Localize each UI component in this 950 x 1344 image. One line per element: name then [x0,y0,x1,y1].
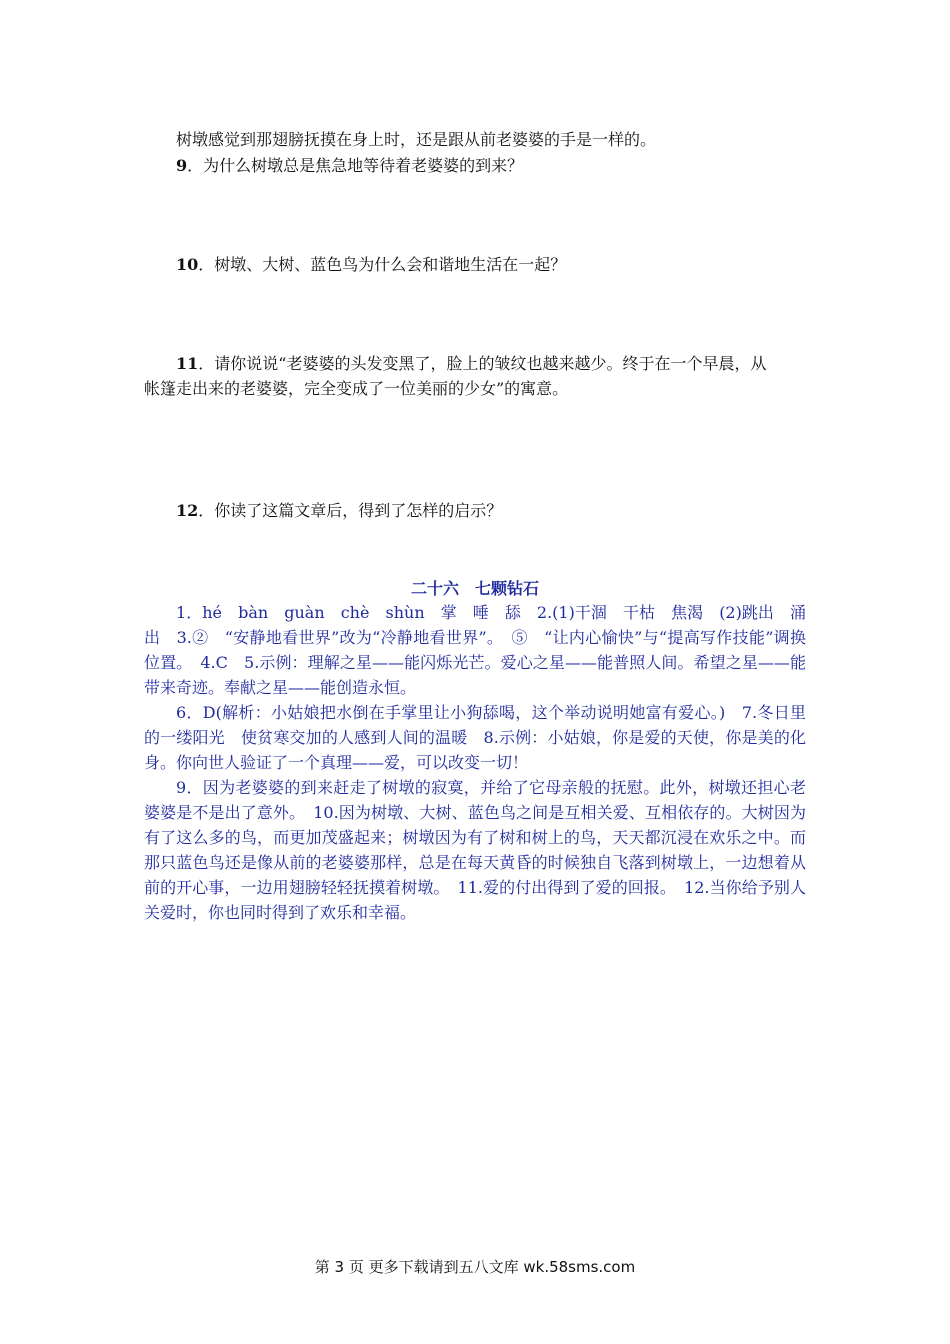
answer-paragraph-1 [144,600,806,700]
question-11 [176,352,766,376]
question-text: ．为什么树墩总是焦急地等待着老婆婆的到来？ [187,156,524,175]
question-number: 9 [176,156,188,175]
question-9 [176,154,523,178]
page-footer: 第 3 页 更多下载请到五八文库 wk.58sms.com [314,1258,636,1276]
question-12 [176,499,502,523]
question-text: ．你读了这篇文章后，得到了怎样的启示？ [198,501,503,520]
answer-section-title: 二十六 七颗钻石 [410,579,539,598]
answer-text: 6．D(解析：小姑娘把水倒在手掌里让小狗舔喝，这个举动说明她富有爱心。) 7.冬日里的一缕阳光 使贫寒交加的人感到人间的温暖 8.示例：小姑娘，你是爱的天使，你是美的化身。你向世人验证了一个真理——爱，可以改变一切！ [144,703,806,772]
answer-text: 1．hé bàn guàn chè shùn 掌 唾 舔 2.(1)干涸 干枯 焦渴 (2)跳出 涌出 3.② “安静地看世界”改为“冷静地看世界”。 ⑤ “让内心愉快”与“提高写作技能”调换位置。 4.C 5.示例：理解之星——能闪烁光芒。爱心之星——能普照人间。希望之星——能带来奇迹。奉献之星——能创造永恒。 [144,603,806,697]
question-number: 12 [176,501,199,520]
question-text: ．树墩、大树、蓝色鸟为什么会和谐地生活在一起？ [198,255,567,274]
question-number: 10 [176,255,199,274]
question-number: 11 [176,354,199,373]
question-11-continued: 帐篷走出来的老婆婆，完全变成了一位美丽的少女”的寓意。 [144,379,569,398]
answer-paragraph-2 [144,700,806,775]
question-text: ．请你说说“老婆婆的头发变黑了，脸上的皱纹也越来越少。终于在一个早晨，从 [198,354,767,373]
answer-text: 9．因为老婆婆的到来赶走了树墩的寂寞，并给了它母亲般的抚慰。此外，树墩还担心老婆婆是不是出了意外。 10.因为树墩、大树、蓝色鸟之间是互相关爱、互相依存的。大树因为有了这么多的鸟，而更加茂盛起来；树墩因为有了树和树上的鸟，天天都沉浸在欢乐之中。而那只蓝色鸟还是像从前的老婆婆那样，总是在每天黄昏的时候独自飞落到树墩上，一边想着从前的开心事，一边用翅膀轻轻抚摸着树墩。 11.爱的付出得到了爱的回报。 12.当你给予别人关爱时，你也同时得到了欢乐和幸福。 [144,778,806,922]
answer-paragraph-3 [144,775,806,925]
question-10 [176,253,566,277]
passage-tail: 树墩感觉到那翅膀抚摸在身上时，还是跟从前老婆婆的手是一样的。 [176,130,657,149]
